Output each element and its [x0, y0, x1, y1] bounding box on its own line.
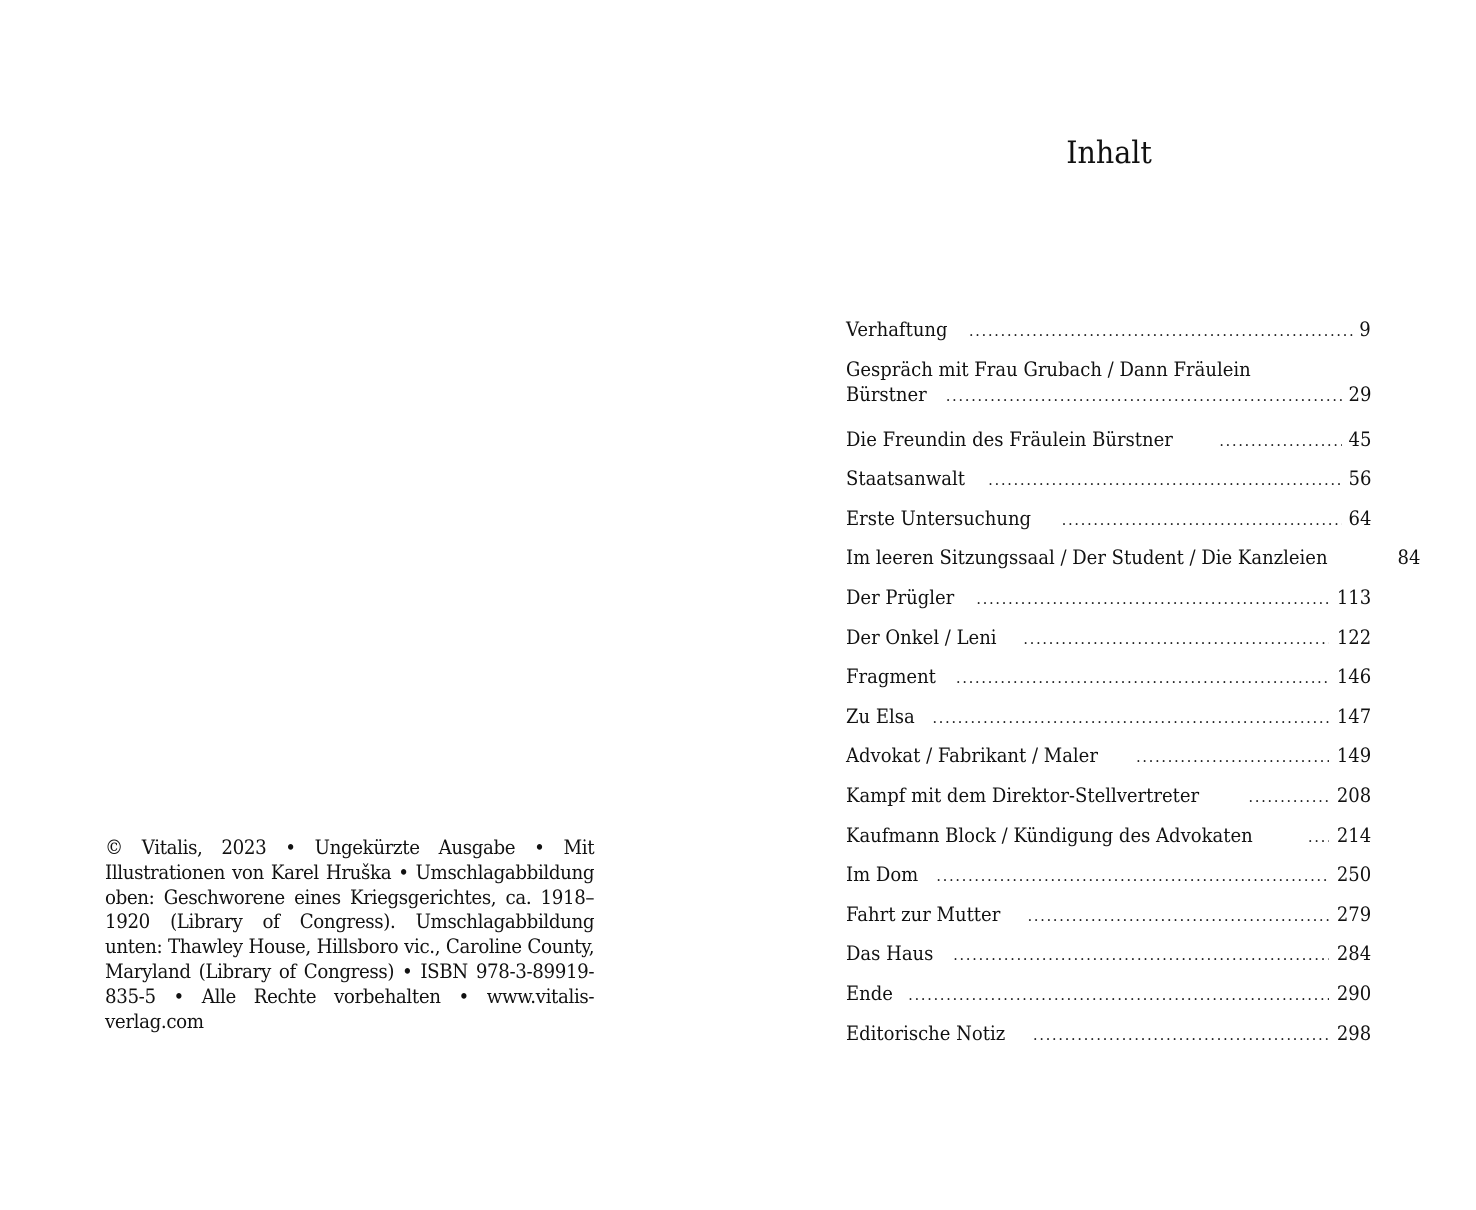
toc-entry-title: Kampf mit dem Direktor-Stellvertreter — [846, 782, 1200, 807]
toc-leader-dots — [1033, 1023, 1329, 1048]
toc-entry-title: Advokat / Fabrikant / Maler — [846, 743, 1098, 768]
toc-entry-title: Kaufmann Block / Kündigung des Advokaten — [846, 822, 1253, 847]
toc-leader-dots — [936, 864, 1329, 889]
toc-entry-title: Im leeren Sitzungssaal / Der Student / Die Kanzleien — [846, 545, 1328, 570]
toc-entry-title: Fragment — [846, 664, 936, 689]
toc-entry-page: 9 — [1359, 317, 1371, 341]
toc-entry — [846, 743, 1371, 770]
toc-leader-dots — [976, 587, 1329, 612]
toc-entry-page: 29 — [1348, 381, 1371, 406]
toc-entry-title: Die Freundin des Fräulein Bürstner — [846, 426, 1173, 451]
toc-entry-page: 56 — [1348, 466, 1371, 491]
toc-entry-page: 64 — [1348, 505, 1371, 530]
toc-entry — [846, 466, 1371, 493]
toc-leader-dots — [1248, 785, 1328, 810]
toc-entry-page: 298 — [1336, 1020, 1371, 1045]
toc-entry-title: Der Onkel / Leni — [846, 624, 997, 649]
toc-entry-title: Der Prügler — [846, 584, 955, 609]
toc-entry-page: 208 — [1336, 782, 1371, 807]
toc-entry-page: 147 — [1336, 703, 1371, 728]
toc-entry-page: 45 — [1348, 426, 1371, 451]
toc-entry-page: 113 — [1336, 584, 1371, 609]
toc-list — [846, 317, 1421, 1048]
toc-entry — [846, 941, 1371, 968]
toc-entry-page: 284 — [1336, 941, 1371, 966]
toc-entry — [846, 783, 1371, 810]
toc-entry-page: 84 — [1397, 545, 1421, 570]
imprint-text: © Vitalis, 2023 • Ungekürzte Ausgabe • Mit Illustrationen von Karel Hruška • Umschlagabbildung oben: Geschworene eines Kriegsgerichtes, ca. 1918–1920 (Library of Congress). Umschlagabbildung unten: Thawley House, Hillsboro vic., Caroline County, Maryland (Library of Congress) • ISBN 978-3-89919-835-5 • Alle Rechte vorbehalten • www.vitalis-verlag.com — [105, 836, 595, 1033]
toc-leader-dots — [969, 319, 1354, 344]
toc-leader-dots — [1023, 627, 1329, 652]
toc-leader-dots — [1219, 429, 1341, 454]
toc-entry — [846, 625, 1371, 652]
toc-entry-title: Zu Elsa — [846, 703, 915, 728]
toc-entry — [846, 664, 1371, 691]
toc-leader-dots — [1062, 508, 1342, 533]
toc-entry — [846, 704, 1371, 731]
toc-leader-dots — [1308, 825, 1329, 850]
toc-leader-dots — [1136, 745, 1329, 770]
toc-entry — [846, 862, 1371, 889]
toc-entry-title: Editorische Notiz — [846, 1020, 1006, 1045]
toc-entry-title: Fahrt zur Mutter — [846, 901, 1001, 926]
toc-entry — [846, 902, 1371, 929]
toc-leader-dots — [908, 983, 1329, 1008]
toc-entry — [846, 317, 1371, 344]
right-page — [738, 0, 1476, 1210]
toc-entry — [846, 823, 1371, 850]
toc-entry-page: 250 — [1336, 862, 1371, 887]
toc-entry-title-line1: Gespräch mit Frau Grubach / Dann Fräulein — [846, 356, 1251, 381]
toc-entry-title: Verhaftung — [846, 317, 948, 341]
toc-entry — [846, 506, 1371, 533]
toc-entry-page: 290 — [1336, 980, 1371, 1005]
toc-leader-dots — [932, 706, 1328, 731]
toc-entry-page: 279 — [1336, 901, 1371, 926]
toc-entry-title: Bürstner — [846, 381, 927, 406]
toc-entry-title: Das Haus — [846, 941, 934, 966]
toc-leader-dots — [953, 943, 1329, 968]
toc-entry — [846, 357, 1371, 409]
toc-leader-dots — [956, 666, 1329, 691]
toc-entry-page: 122 — [1336, 624, 1371, 649]
toc-entry-title: Im Dom — [846, 862, 919, 887]
toc-entry — [846, 427, 1371, 454]
toc-entry — [846, 545, 1421, 572]
toc-entry-page: 146 — [1336, 664, 1371, 689]
toc-entry-title: Ende — [846, 980, 893, 1005]
toc-entry-page: 149 — [1336, 743, 1371, 768]
toc-leader-dots — [988, 468, 1341, 493]
toc-entry-title: Staatsanwalt — [846, 466, 965, 491]
toc-leader-dots — [1027, 904, 1328, 929]
toc-entry-page: 214 — [1336, 822, 1371, 847]
toc-title: Inhalt — [1066, 135, 1152, 171]
toc-entry-title: Erste Untersuchung — [846, 505, 1032, 530]
toc-leader-dots — [946, 384, 1342, 409]
toc-entry — [846, 981, 1371, 1008]
toc-entry — [846, 585, 1371, 612]
toc-entry — [846, 1021, 1371, 1048]
